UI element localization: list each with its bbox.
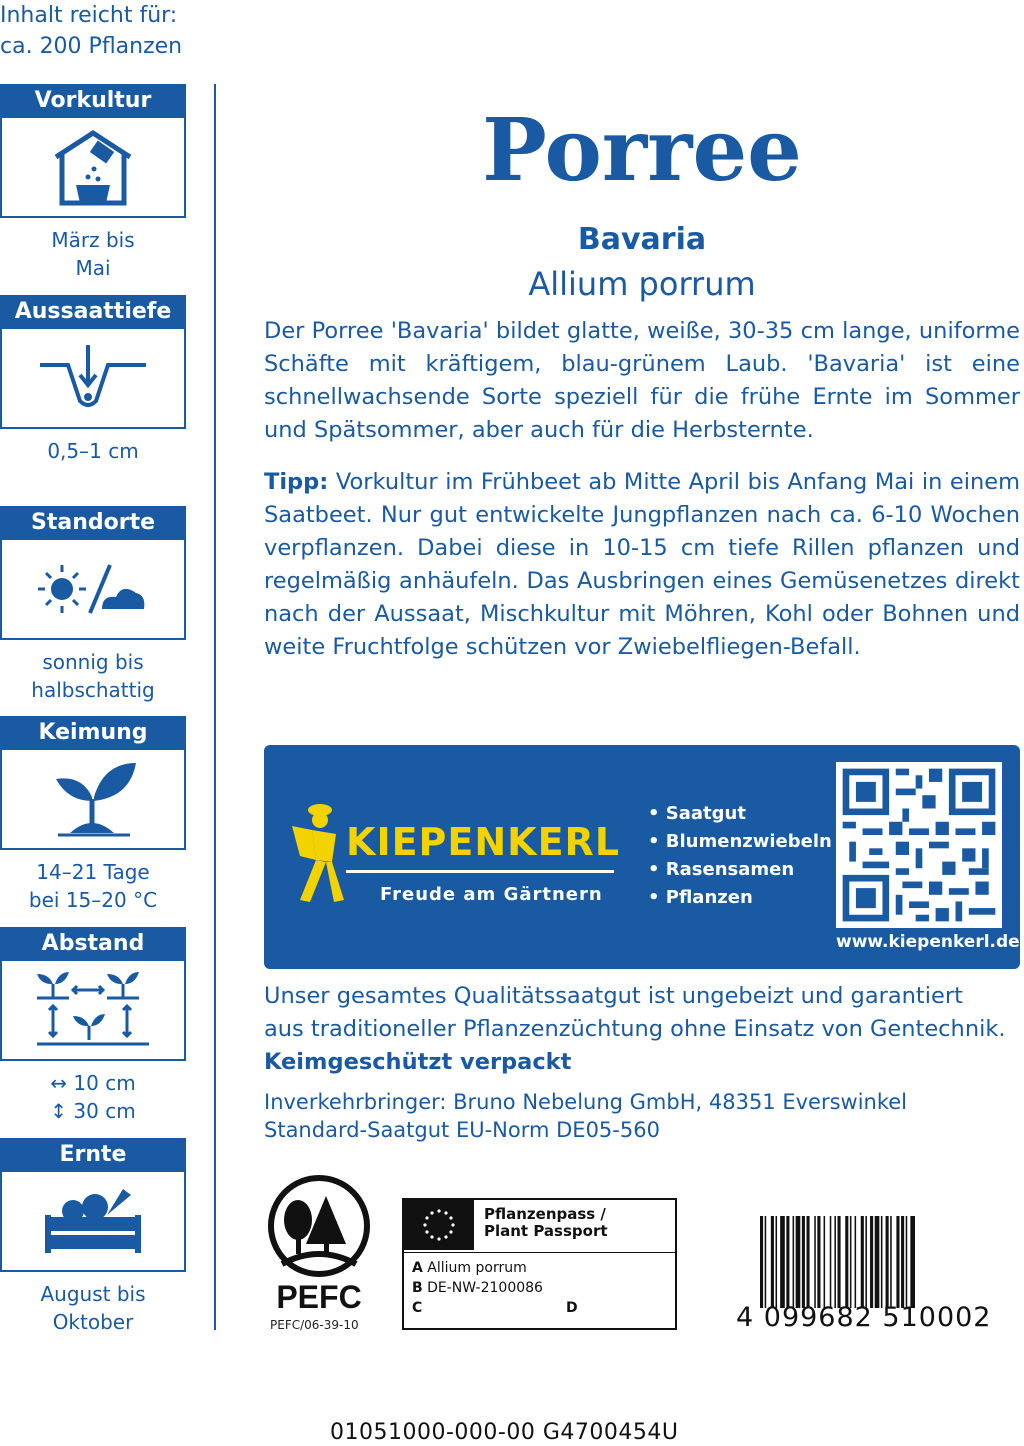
panel-ernte <box>0 1138 186 1336</box>
sowing-depth-icon <box>38 343 148 413</box>
panel-caption-1: ↔ 10 cm <box>50 1071 136 1095</box>
panel-header: Aussaattiefe <box>0 295 186 329</box>
distributor-line: Inverkehrbringer: Bruno Nebelung GmbH, 48351 Everswinkel <box>264 1090 908 1114</box>
contents-line-1: Inhalt reicht für: <box>0 3 178 28</box>
quality-line-1: Unser gesamtes Qualitätssaatgut ist ungebeizt und garantiert <box>264 983 963 1009</box>
passport-title-2: Plant Passport <box>484 1222 608 1240</box>
passport-c-label: C <box>412 1300 423 1316</box>
panel-caption-2: bei 15–20 °C <box>28 888 158 912</box>
brand-slogan: Freude am Gärtnern <box>380 884 603 905</box>
panel-caption-1: 0,5–1 cm <box>47 439 139 463</box>
column-divider <box>214 84 216 1330</box>
panel-header: Keimung <box>0 716 186 750</box>
tip-paragraph <box>264 466 1020 664</box>
quality-line-2: aus traditioneller Pflanzenzüchtung ohne Einsatz von Gentechnik. <box>264 1016 1006 1042</box>
barcode-number: 4 099682 510002 <box>736 1302 992 1333</box>
panel-caption-2: ↕ 30 cm <box>50 1099 136 1123</box>
passport-d-label: D <box>566 1300 578 1316</box>
contents-info <box>0 0 182 62</box>
passport-b-value: DE-NW-2100086 <box>427 1280 543 1296</box>
panel-caption-2: Mai <box>75 256 111 280</box>
pefc-logo-icon <box>262 1174 376 1316</box>
greenhouse-sowing-icon <box>48 127 138 207</box>
seedling-icon <box>48 757 138 841</box>
website-url[interactable]: www.kiepenkerl.de <box>836 932 1020 952</box>
contents-line-2: ca. 200 Pflanzen <box>0 34 183 59</box>
panel-keimung <box>0 716 186 914</box>
product-range-list <box>648 800 832 912</box>
panel-caption-1: sonnig bis <box>42 650 144 674</box>
panel-header: Ernte <box>0 1138 186 1172</box>
list-item: • Blumenzwiebeln <box>648 831 832 852</box>
hiker-logo-icon <box>286 800 346 906</box>
panel-aussaattiefe <box>0 295 186 465</box>
description-text: Der Porree 'Bavaria' bildet glatte, weiße, 30-35 cm lange, uniforme Schäfte mit kräftigem, blau-grünem Laub. 'Bavaria' ist eine schnellwachsende Sorte speziell für die frühe Ernte im Sommer und Spätsommer, aber auch für die Herbsternte. <box>264 318 1020 443</box>
passport-a-value: Allium porrum <box>427 1260 527 1276</box>
barcode <box>760 1216 1008 1308</box>
harvest-crate-icon <box>43 1181 143 1261</box>
distributor-info <box>264 1088 907 1144</box>
spacing-icon <box>33 968 153 1052</box>
brand-underline <box>346 870 614 873</box>
list-item: • Rasensamen <box>648 859 795 880</box>
panel-header: Abstand <box>0 927 186 961</box>
panel-standorte <box>0 506 186 704</box>
panel-caption-1: März bis <box>51 228 135 252</box>
latin-name: Allium porrum <box>528 265 756 303</box>
panel-header: Standorte <box>0 506 186 540</box>
tip-text: Vorkultur im Frühbeet ab Mitte April bis Anfang Mai in einem Saatbeet. Nur gut entwickelte Jungpflanzen nach ca. 6-10 Wochen verpflanzen. Dabei diese in 10-15 cm tiefe Rillen pflanzen und regelmäßig anhäufeln. Das Ausbringen eines Gemüsenetzes direkt nach der Aussaat, Mischkultur mit Möhren, Kohl oder Bohnen und weite Fruchtfolge schützen vor Zwiebelfliegen-Befall. <box>264 469 1020 660</box>
panel-caption-2: Oktober <box>52 1310 134 1334</box>
variety-name: Bavaria <box>577 222 707 257</box>
panel-caption-1: August bis <box>40 1282 146 1306</box>
pefc-label: PEFC <box>276 1279 362 1315</box>
panel-caption-1: 14–21 Tage <box>36 860 150 884</box>
footer-code: 01051000-000-00 G4700454U <box>330 1420 679 1445</box>
panel-abstand <box>0 927 186 1125</box>
list-item: • Pflanzen <box>648 887 753 908</box>
pefc-number: PEFC/06-39-10 <box>270 1318 359 1332</box>
qr-code[interactable] <box>836 762 1002 928</box>
brand-name: KIEPENKERL <box>346 820 621 864</box>
panel-vorkultur <box>0 84 186 282</box>
eu-flag-icon <box>404 1200 474 1250</box>
sun-cloud-icon <box>38 559 148 619</box>
product-title: Porree <box>482 100 802 201</box>
standard-line: Standard-Saatgut EU-Norm DE05-560 <box>264 1118 660 1142</box>
panel-header: Vorkultur <box>0 84 186 118</box>
passport-title-1: Pflanzenpass / <box>484 1205 606 1223</box>
panel-caption-2: halbschattig <box>31 678 155 702</box>
list-item: • Saatgut <box>648 803 746 824</box>
passport-divider <box>404 1252 675 1253</box>
plant-passport: Pflanzenpass / Plant Passport A Allium porrum B DE-NW-2100086 C D <box>402 1198 677 1330</box>
tip-label: Tipp: <box>264 469 329 495</box>
germ-protection-note: Keimgeschützt verpackt <box>264 1049 572 1075</box>
quality-statement <box>264 980 1020 1079</box>
